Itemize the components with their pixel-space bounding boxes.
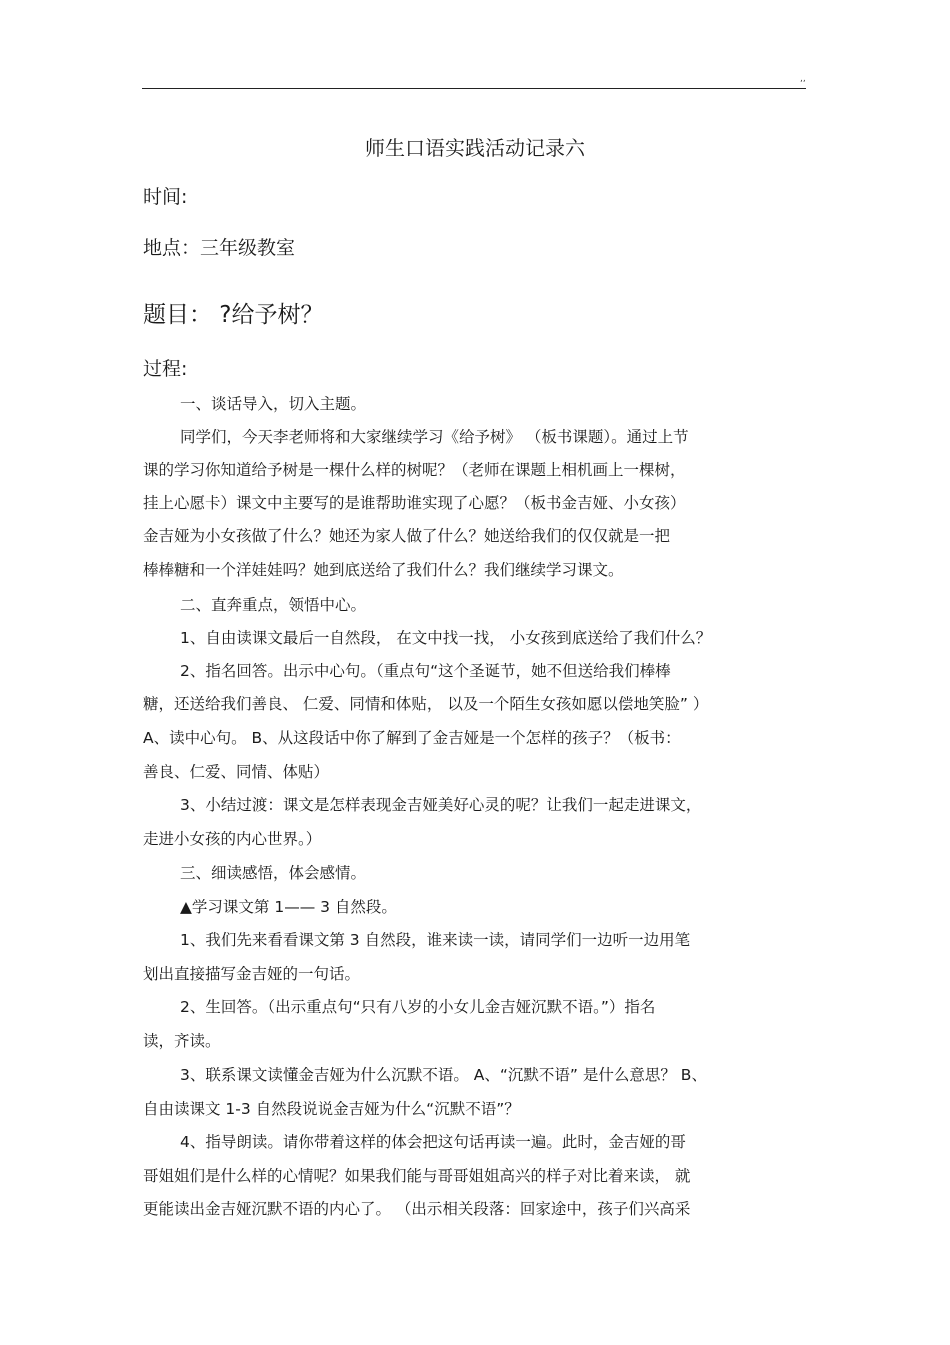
topic-field: 题目： ?给予树？ [143, 302, 324, 328]
text-line: 更能读出金吉娅沉默不语的内心了。 （出示相关段落：回家途中，孩子们兴高采 [143, 1200, 691, 1218]
header-mark: ,, [800, 74, 806, 84]
text-line: 糖，还送给我们善良、 仁爱、同情和体贴， 以及一个陌生女孩如愿以偿地笑脸” ） [143, 695, 709, 713]
text-line: 划出直接描写金吉娅的一句话。 [143, 965, 361, 983]
text-line: 善良、仁爱、同情、体贴） [143, 763, 330, 781]
page-title: 师生口语实践活动记录六 [365, 136, 585, 160]
text-line: 读，齐读。 [143, 1032, 221, 1050]
text-line: 2、生回答。（出示重点句“只有八岁的小女儿金吉娅沉默不语。”）指名 [180, 998, 656, 1016]
text-line: A、读中心句。 B、从这段话中你了解到了金吉娅是一个怎样的孩子？（板书： [143, 729, 681, 747]
text-line: 4、指导朗读。请你带着这样的体会把这句话再读一遍。此时，金吉娅的哥 [180, 1133, 686, 1151]
section-heading: 二、直奔重点，领悟中心。 [180, 596, 367, 614]
text-line: 3、小结过渡：课文是怎样表现金吉娅美好心灵的呢？让我们一起走进课文， [180, 796, 702, 814]
text-line: 棒棒糖和一个洋娃娃吗？她到底送给了我们什么？我们继续学习课文。 [143, 561, 624, 579]
text-line: ▲学习课文第 1—— 3 自然段。 [180, 898, 397, 916]
text-line: 课的学习你知道给予树是一棵什么样的树呢？（老师在课题上相机画上一棵树， [143, 461, 686, 479]
text-line: 2、指名回答。出示中心句。（重点句“这个圣诞节，她不但送给我们棒棒 [180, 662, 671, 680]
section-heading: 一、谈话导入，切入主题。 [180, 395, 367, 413]
process-field: 过程: [143, 358, 188, 380]
section-heading: 三、细读感悟，体会感情。 [180, 864, 367, 882]
text-line: 金吉娅为小女孩做了什么？她还为家人做了什么？她送给我们的仅仅就是一把 [143, 527, 671, 545]
time-field: 时间: [143, 186, 188, 208]
text-line: 1、我们先来看看课文第 3 自然段，谁来读一读，请同学们一边听一边用笔 [180, 931, 691, 949]
text-line: 同学们，今天李老师将和大家继续学习《给予树》 （板书课题）。通过上节 [180, 428, 689, 446]
text-line: 走进小女孩的内心世界。） [143, 830, 322, 848]
header-rule [142, 88, 806, 89]
text-line: 1、自由读课文最后一自然段， 在文中找一找， 小女孩到底送给了我们什么？ [180, 629, 712, 647]
text-line: 3、联系课文读懂金吉娅为什么沉默不语。 A、“沉默不语” 是什么意思？ B、 [180, 1066, 707, 1084]
text-line: 自由读课文 1-3 自然段说说金吉娅为什么“沉默不语”？ [143, 1100, 520, 1118]
place-field: 地点：三年级教室 [143, 237, 296, 259]
text-line: 哥姐姐们是什么样的心情呢？如果我们能与哥哥姐姐高兴的样子对比着来读， 就 [143, 1167, 691, 1185]
text-line: 挂上心愿卡）课文中主要写的是谁帮助谁实现了心愿？（板书金吉娅、小女孩） [143, 494, 686, 512]
